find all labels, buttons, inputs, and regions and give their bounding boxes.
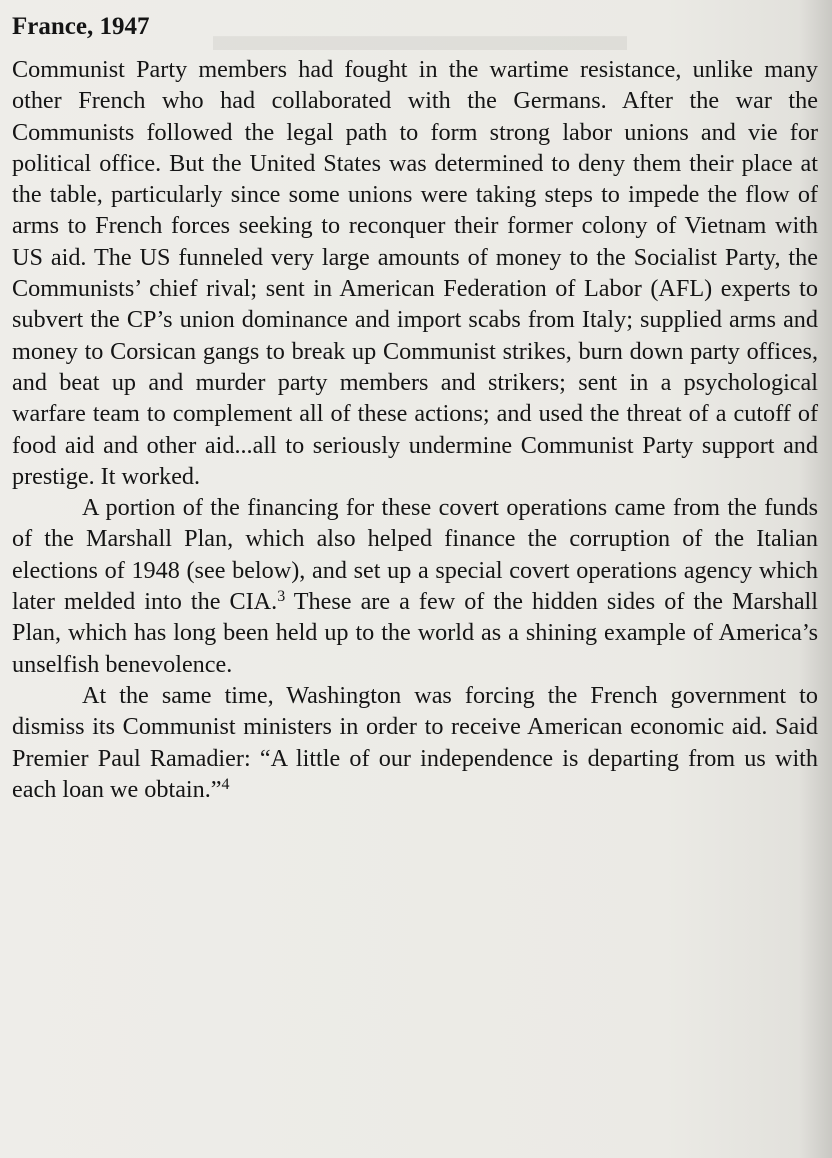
paragraph-1	[12, 54, 818, 492]
paragraph-3	[12, 680, 818, 805]
paragraph-2-text-b: These are a few of the hidden sides of the Marshall Plan, which has long been held up to the world as a shining example of America’s unselfish benevolence.	[12, 588, 818, 678]
footnote-ref-4[interactable]: 4	[221, 775, 230, 793]
paragraph-1-text: Communist Party members had fought in the wartime resistance, unlike many other French who had collaborated with the Germans. After the war the Communists followed the legal path to form strong labor unions and vie for political office. But the United States was determined to deny them their place at the table, particularly since some unions were taking steps to impede the flow of arms to French forces seeking to reconquer their former colony of Vietnam with US aid. The US funneled very large amounts of money to the Socialist Party, the Communists’ chief rival; sent in American Federation of Labor (AFL) experts to subvert the CP’s union dominance and import scabs from Italy; supplied arms and money to Corsican gangs to break up Communist strikes, burn down party offices, and beat up and murder party members and strikers; sent in a psychological warfare team to complement all of these actions; and used the threat of a cutoff of food aid and other aid...all to seriously undermine Communist Party support and prestige. It worked.	[12, 56, 818, 490]
section-heading: France, 1947	[12, 13, 150, 40]
paragraph-3-text: At the same time, Washington was forcing the French government to dismiss its Communist ministers in order to receive American economic aid. Said Premier Paul Ramadier: “A little of our independence is departing from us with each loan we obtain.”	[12, 681, 818, 803]
text-block	[12, 8, 818, 805]
paragraph-2-text-a: A portion of the financing for these covert operations came from the funds of the Marshall Plan, which also helped finance the corruption of the Italian elections of 1948 (see below), and set up a special covert operations agency which later melded into the CIA.	[12, 494, 818, 616]
bleed-through-shape: ▬▬▬▬▬▬▬▬▬	[213, 9, 627, 60]
paragraph-2	[12, 492, 818, 680]
footnote-ref-3[interactable]: 3	[277, 588, 286, 606]
